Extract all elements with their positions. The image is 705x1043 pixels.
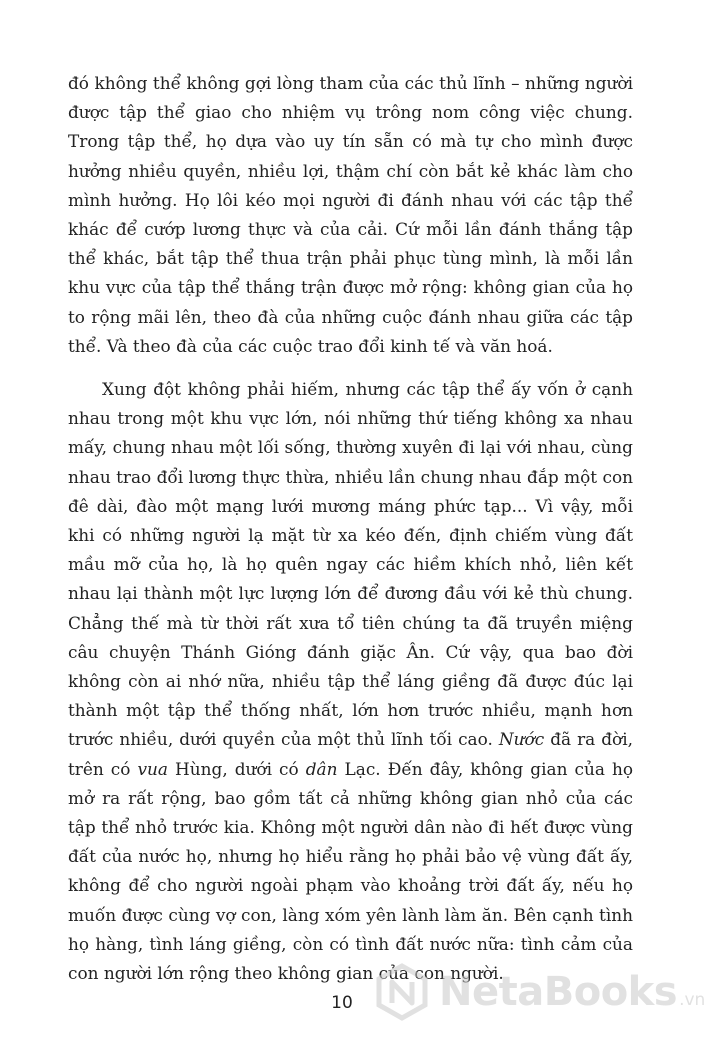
paragraph-2: [68, 375, 633, 988]
italic-word-nuoc: Nước: [498, 729, 545, 750]
text-run: đó không thể không gợi lòng tham của các thủ lĩnh – những người được tập thể giao cho nhiệm vụ trông nom công việc chung. Trong tập thể, họ dựa vào uy tín sẵn có mà tự cho mình được hưởng nhiều quyền, nhiều lợi, thậm chí còn bắt kẻ khác làm cho mình hưởng. Họ lôi kéo mọi người đi đánh nhau với các tập thể khác để cướp lương thực và của cải. Cứ mỗi lần đánh thắng tập thể khác, bắt tập thể thua trận phải phục tùng mình, là mỗi lần khu vực của tập thể thắng trận được mở rộng: không gian của họ to rộng mãi lên, theo đà của những cuộc đánh nhau giữa các tập thể. Và theo đà của các cuộc trao đổi kinh tế và văn hoá.: [68, 73, 633, 356]
page-number: 10: [331, 993, 353, 1013]
watermark-tld: .vn: [679, 990, 705, 1010]
body-text: [68, 69, 633, 988]
text-run: đã ra đời, trên có: [68, 729, 633, 779]
text-run: Lạc. Đến đây, không gian của họ mở ra rất rộng, bao gồm tất cả những không gian nhỏ của các tập thể nhỏ trước kia. Không một người dân nào đi hết được vùng đất của nước họ, nhưng họ hiểu rằng họ phải bảo vệ vùng đất ấy, không để cho người ngoài phạm vào khoảng trời đất ấy, nếu họ muốn được cùng vợ con, làng xóm yên lành làm ăn. Bên cạnh tình họ hàng, tình láng giềng, còn có tình đất nước nữa: tình cảm của con người lớn rộng theo không gian của con người.: [68, 758, 633, 984]
text-run: Xung đột không phải hiếm, nhưng các tập thể ấy vốn ở cạnh nhau trong một khu vực lớn, nói những thứ tiếng không xa nhau mấy, chung nhau một lối sống, thường xuyên đi lại với nhau, cùng nhau trao đổi lương thực thừa, nhiều lần chung nhau đắp một con đê dài, đào một mạng lưới mương máng phức tạp... Vì vậy, mỗi khi có những người lạ mặt từ xa kéo đến, định chiếm vùng đất mầu mỡ của họ, là họ quên ngay các hiềm khích nhỏ, liên kết nhau lại thành một lực lượng lớn để đương đầu với kẻ thù chung. Chẳng thế mà từ thời rất xưa tổ tiên chúng ta đã truyền miệng câu chuyện Thánh Gióng đánh giặc Ân. Cứ vậy, qua bao đời không còn ai nhớ nữa, nhiều tập thể láng giềng đã được đúc lại thành một tập thể thống nhất, lớn hơn trước nhiều, mạnh hơn trước nhiều, dưới quyền của một thủ lĩnh tối cao.: [68, 379, 633, 750]
italic-word-vua: vua: [137, 758, 168, 779]
netabooks-logo-icon: [373, 963, 431, 1021]
paragraph-1: [68, 69, 633, 361]
watermark-brand: NetaBooks: [439, 969, 678, 1015]
italic-word-dan: dân: [305, 758, 338, 779]
text-run: Hùng, dưới có: [167, 758, 306, 779]
watermark: [373, 962, 705, 1022]
